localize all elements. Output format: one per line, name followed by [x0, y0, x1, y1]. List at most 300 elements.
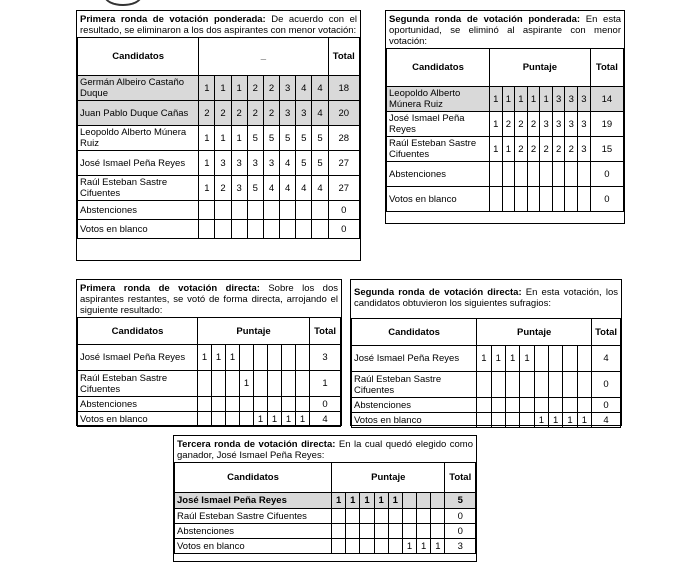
score-cell: 2 — [515, 137, 528, 162]
score-cell — [431, 524, 445, 539]
score-cell — [254, 397, 268, 412]
candidate-name: José Ismael Peña Reyes — [78, 151, 199, 176]
score-cell: 5 — [263, 126, 279, 151]
total-cell: 0 — [328, 201, 359, 220]
candidate-name: José Ismael Peña Reyes — [352, 346, 477, 372]
score-cell — [215, 220, 231, 239]
score-cell — [578, 187, 591, 212]
score-cell — [563, 398, 577, 413]
score-header: Puntaje — [332, 463, 445, 493]
score-cell — [502, 187, 515, 212]
score-cell — [505, 398, 519, 413]
total-header: Total — [310, 318, 341, 345]
seal-logo — [104, 0, 142, 6]
score-cell — [527, 187, 540, 212]
candidate-name: Abstenciones — [352, 398, 477, 413]
score-cell: 2 — [231, 101, 247, 126]
score-cell — [505, 372, 519, 398]
score-cell — [198, 371, 212, 397]
score-cell: 2 — [215, 176, 231, 201]
score-cell: 3 — [565, 87, 578, 112]
score-cell: 3 — [540, 112, 553, 137]
score-cell: 5 — [280, 126, 296, 151]
candidate-name: Raúl Esteban Sastre Cifuentes — [78, 371, 198, 397]
table-row — [352, 413, 621, 428]
score-cell — [296, 345, 310, 371]
score-cell — [417, 524, 431, 539]
score-cell: 2 — [552, 137, 565, 162]
candidate-name: Votos en blanco — [387, 187, 490, 212]
total-cell: 14 — [590, 87, 623, 112]
table-header-row — [175, 463, 476, 493]
score-cell — [578, 162, 591, 187]
score-cell: 1 — [215, 76, 231, 101]
candidates-header: Candidatos — [175, 463, 332, 493]
total-cell: 3 — [310, 345, 341, 371]
score-cell — [199, 220, 215, 239]
score-cell — [296, 397, 310, 412]
table-row — [352, 398, 621, 413]
candidate-name: José Ismael Peña Reyes — [175, 493, 332, 509]
score-cell — [534, 346, 548, 372]
score-cell: 1 — [490, 87, 503, 112]
score-cell — [212, 371, 226, 397]
score-cell — [198, 397, 212, 412]
section-intro: Primera ronda de votación ponderada: De acuerdo con el resultado, se eliminaron a los dos aspirantes con menor votación: — [80, 14, 357, 36]
table-row — [175, 509, 476, 524]
score-cell — [332, 509, 346, 524]
score-cell — [268, 345, 282, 371]
votes-table — [77, 317, 341, 427]
score-cell — [226, 371, 240, 397]
score-cell: 4 — [312, 76, 328, 101]
score-cell — [402, 493, 416, 509]
score-cell — [515, 187, 528, 212]
total-header: Total — [328, 38, 359, 76]
score-cell — [431, 509, 445, 524]
score-cell — [388, 539, 402, 554]
score-cell: 3 — [231, 151, 247, 176]
total-cell: 0 — [592, 398, 621, 413]
candidate-name: Abstenciones — [78, 201, 199, 220]
table-header-row — [352, 319, 621, 346]
score-cell: 3 — [280, 76, 296, 101]
score-cell — [215, 201, 231, 220]
score-cell — [198, 412, 212, 427]
table-row — [78, 397, 341, 412]
score-cell — [240, 397, 254, 412]
candidates-header: Candidatos — [78, 318, 198, 345]
candidates-header: Candidatos — [352, 319, 477, 346]
score-cell: 1 — [534, 413, 548, 428]
score-cell: 1 — [268, 412, 282, 427]
total-cell: 4 — [310, 412, 341, 427]
score-cell — [360, 509, 374, 524]
score-cell: 2 — [247, 76, 263, 101]
candidate-name: Votos en blanco — [352, 413, 477, 428]
section-intro: Tercera ronda de votación directa: En la cual quedó elegido como ganador, José Ismael Peña Reyes: — [177, 439, 473, 461]
score-cell — [312, 201, 328, 220]
score-cell — [212, 397, 226, 412]
score-cell: 1 — [198, 345, 212, 371]
score-cell: 2 — [199, 101, 215, 126]
first-direct-round — [76, 279, 342, 426]
score-cell — [360, 539, 374, 554]
section-intro: Segunda ronda de votación directa: En esta votación, los candidatos obtuvieron los siguientes sufragios: — [354, 287, 618, 309]
score-cell: 5 — [247, 176, 263, 201]
score-cell: 5 — [296, 151, 312, 176]
votes-table — [351, 318, 621, 428]
score-cell: 4 — [296, 76, 312, 101]
score-cell — [247, 220, 263, 239]
total-cell: 0 — [592, 372, 621, 398]
score-cell — [520, 398, 534, 413]
total-cell: 15 — [590, 137, 623, 162]
table-row — [387, 187, 624, 212]
score-cell — [346, 509, 360, 524]
total-cell: 0 — [310, 397, 341, 412]
score-cell — [240, 412, 254, 427]
score-cell: 3 — [296, 101, 312, 126]
score-cell — [490, 187, 503, 212]
score-cell: 1 — [490, 112, 503, 137]
score-cell — [360, 524, 374, 539]
candidate-name: Leopoldo Alberto Múnera Ruiz — [78, 126, 199, 151]
score-cell: 4 — [296, 176, 312, 201]
score-cell — [231, 220, 247, 239]
table-row — [78, 101, 360, 126]
table-header-row — [78, 318, 341, 345]
score-cell: 1 — [527, 87, 540, 112]
total-cell: 0 — [328, 220, 359, 239]
score-cell — [477, 372, 491, 398]
score-cell — [540, 187, 553, 212]
score-header: Puntaje — [198, 318, 310, 345]
score-cell — [477, 398, 491, 413]
score-cell: 2 — [263, 76, 279, 101]
candidate-name: Votos en blanco — [78, 412, 198, 427]
section-intro: Primera ronda de votación directa: Sobre los dos aspirantes restantes, se votó de forma directa, arrojando el siguiente resultado: — [80, 283, 338, 316]
score-cell: 2 — [502, 112, 515, 137]
table-row — [78, 176, 360, 201]
candidate-name: Juan Pablo Duque Cañas — [78, 101, 199, 126]
score-cell: 1 — [490, 137, 503, 162]
candidate-name: Raúl Esteban Sastre Cifuentes — [352, 372, 477, 398]
score-cell: 1 — [199, 176, 215, 201]
candidate-name: Leopoldo Alberto Múnera Ruiz — [387, 87, 490, 112]
score-cell: 3 — [552, 112, 565, 137]
score-cell — [280, 201, 296, 220]
score-cell — [296, 220, 312, 239]
table-row — [175, 539, 476, 554]
score-cell: 1 — [502, 87, 515, 112]
score-cell: 1 — [563, 413, 577, 428]
candidate-name: Raúl Esteban Sastre Cifuentes — [387, 137, 490, 162]
candidate-name: Germán Albeiro Castaño Duque — [78, 76, 199, 101]
table-row — [78, 151, 360, 176]
score-cell — [374, 539, 388, 554]
score-cell — [565, 187, 578, 212]
score-cell — [577, 372, 591, 398]
score-cell — [577, 398, 591, 413]
score-cell: 3 — [247, 151, 263, 176]
table-row — [352, 346, 621, 372]
score-cell: 1 — [199, 126, 215, 151]
table-row — [78, 345, 341, 371]
score-cell — [346, 539, 360, 554]
score-cell: 1 — [491, 346, 505, 372]
score-cell: 3 — [231, 176, 247, 201]
table-header-row — [78, 38, 360, 76]
score-cell — [577, 346, 591, 372]
section-intro: Segunda ronda de votación ponderada: En esta oportunidad, se eliminó al aspirante con menor votación: — [389, 14, 622, 47]
score-cell — [346, 524, 360, 539]
table-row — [78, 412, 341, 427]
score-cell — [312, 220, 328, 239]
score-cell: 1 — [374, 493, 388, 509]
total-cell: 20 — [328, 101, 359, 126]
total-header: Total — [590, 49, 623, 87]
score-cell: 4 — [280, 151, 296, 176]
score-cell: 1 — [502, 137, 515, 162]
score-cell — [296, 371, 310, 397]
score-cell: 4 — [263, 176, 279, 201]
table-row — [387, 137, 624, 162]
total-cell: 5 — [445, 493, 476, 509]
votes-table — [174, 462, 476, 554]
votes-table — [386, 48, 624, 212]
table-row — [78, 126, 360, 151]
score-cell — [254, 345, 268, 371]
score-cell — [417, 509, 431, 524]
total-cell: 0 — [590, 162, 623, 187]
score-cell — [502, 162, 515, 187]
table-row — [175, 524, 476, 539]
score-cell: 1 — [431, 539, 445, 554]
candidates-header: Candidatos — [78, 38, 199, 76]
score-cell — [388, 509, 402, 524]
table-row — [78, 201, 360, 220]
candidates-header: Candidatos — [387, 49, 490, 87]
score-cell: 1 — [520, 346, 534, 372]
score-cell — [402, 509, 416, 524]
score-cell — [520, 372, 534, 398]
second-direct-round — [350, 279, 622, 426]
score-cell — [552, 187, 565, 212]
candidate-name: Raúl Esteban Sastre Cifuentes — [78, 176, 199, 201]
table-row — [387, 87, 624, 112]
score-cell: 1 — [215, 126, 231, 151]
score-cell — [563, 346, 577, 372]
score-cell: 1 — [212, 345, 226, 371]
votes-table — [77, 37, 360, 239]
score-cell — [226, 412, 240, 427]
score-cell: 4 — [312, 101, 328, 126]
score-header: _ — [199, 38, 328, 76]
table-row — [78, 220, 360, 239]
score-cell: 1 — [388, 493, 402, 509]
score-cell: 1 — [360, 493, 374, 509]
table-row — [387, 162, 624, 187]
first-weighted-round — [76, 10, 361, 261]
total-cell: 19 — [590, 112, 623, 137]
score-cell: 1 — [477, 346, 491, 372]
score-cell — [491, 413, 505, 428]
score-cell — [515, 162, 528, 187]
score-cell: 1 — [540, 87, 553, 112]
score-cell — [527, 162, 540, 187]
score-cell — [263, 201, 279, 220]
table-header-row — [387, 49, 624, 87]
score-cell — [282, 345, 296, 371]
candidate-name: Votos en blanco — [78, 220, 199, 239]
score-cell: 2 — [527, 112, 540, 137]
score-cell — [296, 201, 312, 220]
score-cell — [549, 346, 563, 372]
score-cell: 1 — [332, 493, 346, 509]
score-cell: 2 — [263, 101, 279, 126]
score-cell — [374, 509, 388, 524]
score-cell: 4 — [280, 176, 296, 201]
score-cell: 1 — [254, 412, 268, 427]
total-cell: 0 — [445, 524, 476, 539]
total-cell: 27 — [328, 151, 359, 176]
total-cell: 1 — [310, 371, 341, 397]
total-header: Total — [445, 463, 476, 493]
score-cell: 1 — [577, 413, 591, 428]
score-cell — [563, 372, 577, 398]
score-cell: 3 — [280, 101, 296, 126]
score-cell — [332, 539, 346, 554]
score-cell — [491, 398, 505, 413]
candidate-name: Abstenciones — [387, 162, 490, 187]
score-cell — [431, 493, 445, 509]
score-cell — [552, 162, 565, 187]
candidate-name: José Ismael Peña Reyes — [78, 345, 198, 371]
score-cell: 1 — [226, 345, 240, 371]
score-cell — [549, 398, 563, 413]
score-cell: 1 — [282, 412, 296, 427]
table-row — [78, 371, 341, 397]
total-cell: 4 — [592, 413, 621, 428]
score-cell — [282, 397, 296, 412]
score-cell: 1 — [199, 151, 215, 176]
table-row — [387, 112, 624, 137]
score-cell: 1 — [231, 76, 247, 101]
score-cell: 1 — [199, 76, 215, 101]
total-cell: 0 — [445, 509, 476, 524]
score-cell — [505, 413, 519, 428]
score-cell — [332, 524, 346, 539]
table-row — [352, 372, 621, 398]
score-cell — [549, 372, 563, 398]
table-row — [175, 493, 476, 509]
score-header: Puntaje — [477, 319, 592, 346]
score-cell: 5 — [296, 126, 312, 151]
total-cell: 18 — [328, 76, 359, 101]
score-cell: 1 — [346, 493, 360, 509]
score-cell — [565, 162, 578, 187]
score-cell — [388, 524, 402, 539]
score-cell — [199, 201, 215, 220]
score-cell: 1 — [231, 126, 247, 151]
score-cell — [540, 162, 553, 187]
score-cell: 1 — [515, 87, 528, 112]
third-direct-round — [173, 435, 477, 562]
score-cell — [240, 345, 254, 371]
score-cell — [417, 493, 431, 509]
score-header: Puntaje — [490, 49, 591, 87]
total-header: Total — [592, 319, 621, 346]
second-weighted-round — [385, 10, 625, 224]
score-cell: 3 — [565, 112, 578, 137]
score-cell — [254, 371, 268, 397]
score-cell: 1 — [296, 412, 310, 427]
score-cell: 2 — [215, 101, 231, 126]
total-cell: 3 — [445, 539, 476, 554]
score-cell — [268, 371, 282, 397]
score-cell: 5 — [312, 151, 328, 176]
score-cell — [282, 371, 296, 397]
table-row — [78, 76, 360, 101]
score-cell: 2 — [540, 137, 553, 162]
score-cell: 1 — [240, 371, 254, 397]
score-cell — [491, 372, 505, 398]
score-cell: 5 — [312, 126, 328, 151]
score-cell: 3 — [578, 112, 591, 137]
score-cell: 3 — [578, 87, 591, 112]
score-cell — [374, 524, 388, 539]
score-cell — [534, 398, 548, 413]
score-cell: 1 — [505, 346, 519, 372]
candidate-name: Raúl Esteban Sastre Cifuentes — [175, 509, 332, 524]
score-cell — [247, 201, 263, 220]
score-cell — [280, 220, 296, 239]
score-cell: 1 — [549, 413, 563, 428]
score-cell: 5 — [247, 126, 263, 151]
score-cell — [268, 397, 282, 412]
score-cell: 4 — [312, 176, 328, 201]
score-cell: 2 — [527, 137, 540, 162]
score-cell: 3 — [552, 87, 565, 112]
score-cell: 2 — [515, 112, 528, 137]
candidate-name: Votos en blanco — [175, 539, 332, 554]
score-cell — [231, 201, 247, 220]
score-cell — [402, 524, 416, 539]
score-cell — [212, 412, 226, 427]
candidate-name: Abstenciones — [78, 397, 198, 412]
score-cell: 2 — [565, 137, 578, 162]
score-cell — [263, 220, 279, 239]
score-cell: 3 — [578, 137, 591, 162]
candidate-name: José Ismael Peña Reyes — [387, 112, 490, 137]
total-cell: 4 — [592, 346, 621, 372]
score-cell — [490, 162, 503, 187]
score-cell: 1 — [402, 539, 416, 554]
total-cell: 0 — [590, 187, 623, 212]
candidate-name: Abstenciones — [175, 524, 332, 539]
score-cell — [520, 413, 534, 428]
score-cell: 3 — [263, 151, 279, 176]
score-cell: 3 — [215, 151, 231, 176]
total-cell: 27 — [328, 176, 359, 201]
score-cell — [226, 397, 240, 412]
total-cell: 28 — [328, 126, 359, 151]
score-cell — [477, 413, 491, 428]
score-cell: 2 — [247, 101, 263, 126]
score-cell — [534, 372, 548, 398]
score-cell: 1 — [417, 539, 431, 554]
